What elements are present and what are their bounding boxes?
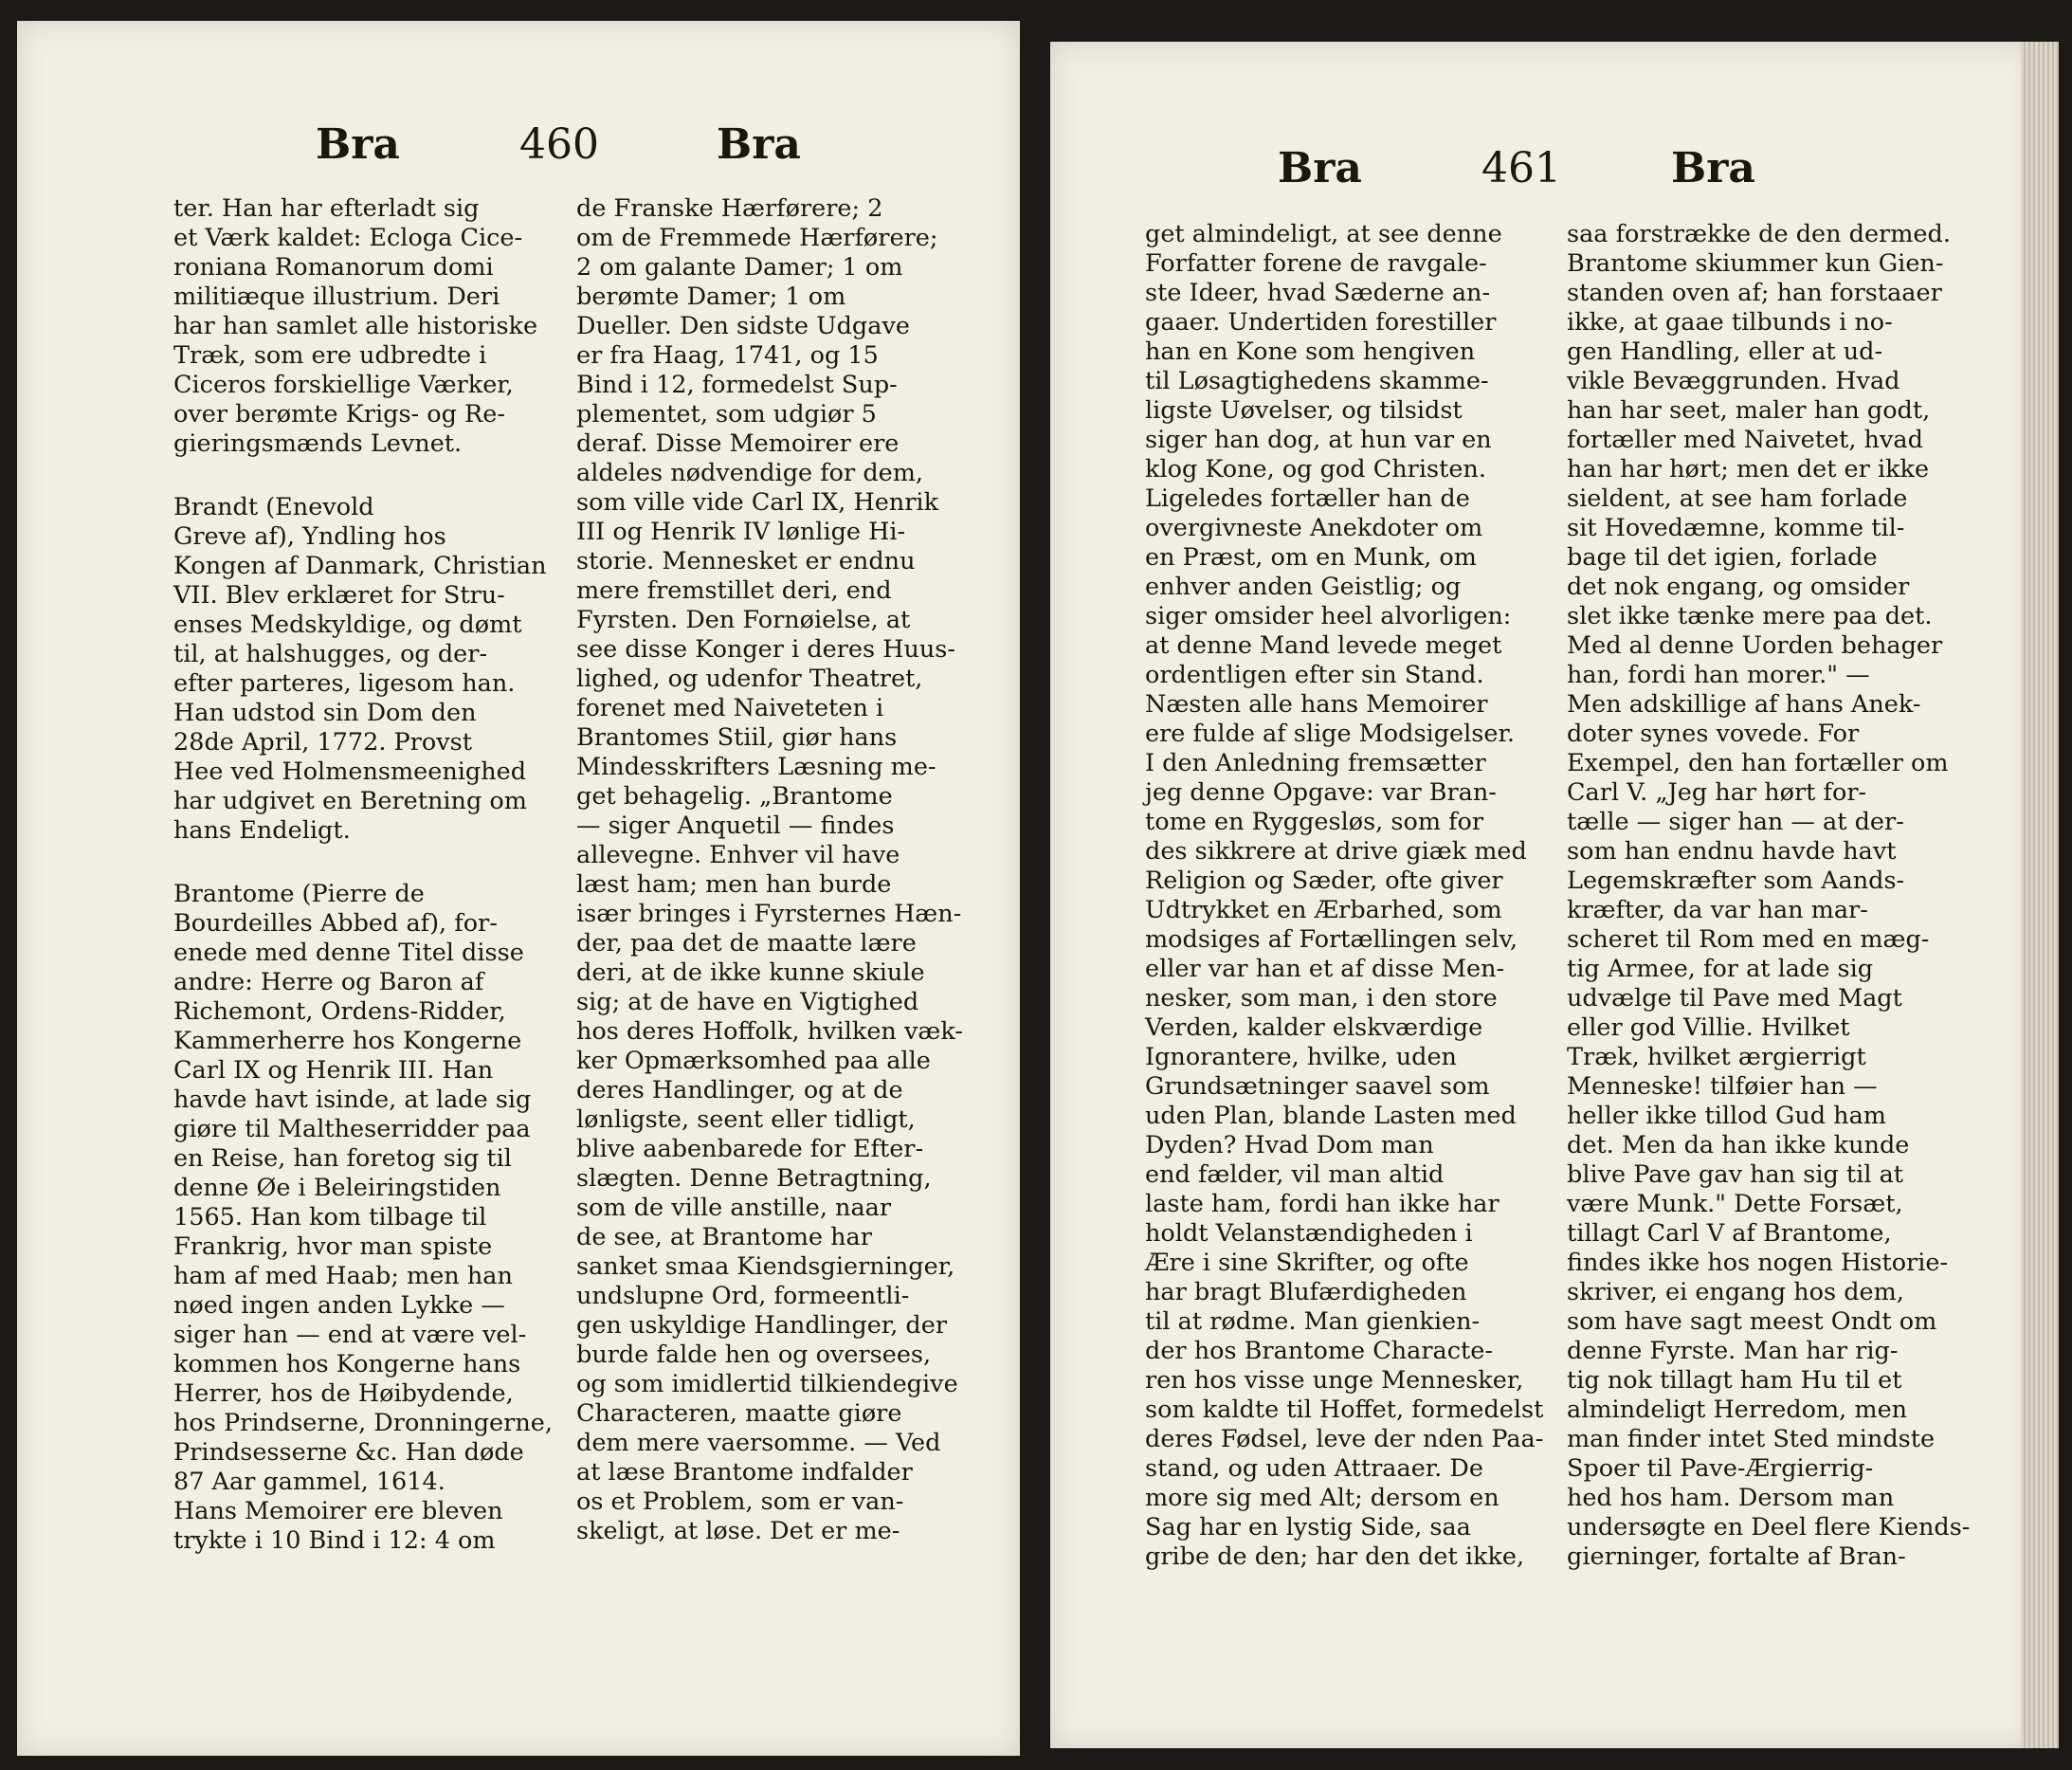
text-line: hed hos ham. Dersom man [1567,1484,1895,1512]
text-line: 28de April, 1772. Provst [173,728,472,757]
text-line: allevegne. Enhver vil have [576,841,900,869]
text-line: Brandt (Enevold [173,493,374,521]
text-line: roniana Romanorum domi [173,253,494,282]
text-line: han har hørt; men det er ikke [1567,455,1930,484]
text-line: Ære i sine Skrifter, og ofte [1145,1249,1469,1277]
text-line: holdt Velanstændigheden i [1145,1219,1473,1248]
text-line: har bragt Blufærdigheden [1145,1278,1467,1306]
text-line: til at rødme. Man gienkien- [1145,1307,1481,1336]
text-line: Han udstod sin Dom den [173,699,477,727]
text-line: sit Hovedæmne, komme til- [1567,514,1905,542]
text-line: har udgivet en Beretning om [173,787,527,815]
text-line: I den Anledning fremsætter [1145,749,1486,777]
text-line: tælle — siger han — at der- [1567,808,1904,836]
text-line: — siger Anquetil — findes [576,812,895,840]
text-line: see disse Konger i deres Huus- [576,635,956,664]
text-line: Legemskræfter som Aands- [1567,867,1905,895]
text-line: Carl V. „Jeg har hørt for- [1567,778,1867,807]
text-line: kommen hos Kongerne hans [173,1350,521,1378]
text-line: som han endnu havde havt [1567,837,1897,866]
text-line: Carl IX og Henrik III. Han [173,1056,494,1085]
text-line: ker Opmærksomhed paa alle [576,1047,931,1075]
text-line: at denne Mand levede meget [1145,631,1502,660]
text-line: tig nok tillagt ham Hu til et [1567,1366,1902,1395]
text-line: ter. Han har efterladt sig [173,194,480,223]
text-line: 87 Aar gammel, 1614. [173,1468,445,1496]
text-line: ham af med Haab; men han [173,1262,513,1290]
text-line: Træk, som ere udbredte i [173,341,487,370]
text-line: og som imidlertid tilkiendegive [576,1370,958,1398]
text-line: fortæller med Naivetet, hvad [1567,426,1923,454]
text-line: VII. Blev erklæret for Stru- [173,581,505,610]
text-line: Frankrig, hvor man spiste [173,1232,493,1261]
text-line: enhver anden Geistlig; og [1145,573,1462,601]
text-line: enses Medskyldige, og dømt [173,611,522,639]
text-line: storie. Mennesket er endnu [576,547,916,575]
text-line: doter synes vovede. For [1567,720,1860,748]
text-line: Men adskillige af hans Anek- [1567,690,1921,719]
text-line: des sikkrere at drive giæk med [1145,837,1527,866]
text-line: han en Kone som hengiven [1145,338,1476,366]
text-line: Herrer, hos de Høibydende, [173,1379,514,1408]
text-line: Dyden? Hvad Dom man [1145,1131,1434,1159]
text-line: som ville vide Carl IX, Henrik [576,488,939,517]
text-line: deri, at de ikke kunne skiule [576,958,925,987]
left-column-2 [576,194,963,1546]
text-line: Ciceros forskiellige Værker, [173,371,514,399]
text-line: især bringes i Fyrsternes Hæn- [576,900,962,928]
text-line: Richemont, Ordens-Ridder, [173,997,506,1026]
text-line: 2 om galante Damer; 1 om [576,253,903,282]
text-line: Brantome skiummer kun Gien- [1567,249,1944,278]
text-line: laste ham, fordi han ikke har [1145,1190,1499,1218]
text-line: udvælge til Pave med Magt [1567,984,1902,1013]
text-line: Greve af), Yndling hos [173,522,446,551]
entry-continued [173,194,557,459]
text-line: havde havt isinde, at lade sig [173,1086,532,1114]
text-line: uden Plan, blande Lasten med [1145,1102,1517,1130]
text-line: som de ville anstille, naar [576,1194,892,1222]
entry-brandt [173,493,557,846]
text-line: hos Prindserne, Dronningerne, [173,1409,553,1437]
text-line: Menneske! tilføier han — [1567,1072,1878,1101]
right-page-number: 461 [1481,144,1561,192]
text-line: Hans Memoirer ere bleven [173,1497,503,1525]
text-line: som kaldte til Hoffet, formedelst [1145,1396,1544,1424]
text-line: Dueller. Den sidste Udgave [576,312,910,340]
text-line: 1565. Han kom tilbage til [173,1203,487,1232]
text-line: til, at halshugges, og der- [173,640,488,668]
text-line: heller ikke tillod Gud ham [1567,1102,1886,1130]
text-line: more sig med Alt; dersom en [1145,1484,1499,1512]
text-line: Ligeledes fortæller han de [1145,484,1470,513]
text-line: skriver, ei engang hos dem, [1567,1278,1904,1306]
text-line: stand, og uden Attraaer. De [1145,1454,1483,1483]
text-line: ere fulde af slige Modsigelser. [1145,720,1515,748]
text-line: Grundsætninger saavel som [1145,1072,1490,1101]
text-line: han, fordi han morer." — [1567,661,1870,689]
left-header-catchword-right: Bra [717,120,801,169]
text-line: sieldent, at see ham forlade [1567,484,1908,513]
text-line: ste Ideer, hvad Sæderne an- [1145,279,1491,307]
text-line: Forfatter forene de ravgale- [1145,249,1487,278]
text-line: Hee ved Holmensmeenighed [173,757,527,786]
text-line: sanket smaa Kiendsgierninger, [576,1252,955,1281]
text-line: get behagelig. „Brantome [576,782,893,811]
text-line: enede med denne Titel disse [173,939,524,967]
text-line: Mindesskrifters Læsning me- [576,753,936,781]
text-line: ren hos visse unge Mennesker, [1145,1366,1524,1395]
text-line: som have sagt meest Ondt om [1567,1307,1937,1336]
text-line: til Løsagtighedens skamme- [1145,367,1489,395]
right-column-2 [1567,220,1970,1572]
text-line: gierninger, fortalte af Bran- [1567,1542,1906,1571]
text-line: Med al denne Uorden behager [1567,631,1943,660]
text-line: berømte Damer; 1 om [576,283,846,311]
right-page-header [1050,144,2034,201]
right-header-catchword-right: Bra [1671,144,1755,192]
text-line: tome en Ryggesløs, som for [1145,808,1484,836]
text-line: trykte i 10 Bind i 12: 4 om [173,1526,496,1555]
text-line: klog Kone, og god Christen. [1145,455,1486,484]
text-line: militiæque illustrium. Deri [173,283,500,311]
text-line: over berømte Krigs- og Re- [173,400,505,429]
text-line: gen Handling, eller at ud- [1567,338,1883,366]
text-line: deres Fødsel, leve der nden Paa- [1145,1425,1544,1453]
right-column-1 [1145,220,1553,1572]
text-line: burde falde hen og oversees, [576,1341,932,1369]
right-header-catchword-left: Bra [1278,144,1362,192]
text-line: være Munk." Dette Forsæt, [1567,1190,1903,1218]
text-line: Træk, hvilket ærgierrigt [1567,1043,1866,1071]
text-line: blive aabenbarede for Efter- [576,1135,924,1163]
entry-brantome [173,880,557,1556]
text-line: os et Problem, som er van- [576,1487,904,1516]
text-line: undersøgte en Deel flere Kiends- [1567,1513,1971,1542]
text-line: almindeligt Herredom, men [1567,1396,1908,1424]
text-line: ordentligen efter sin Stand. [1145,661,1484,689]
text-line: andre: Herre og Baron af [173,968,484,996]
left-column-1 [173,194,557,1556]
text-line: lønligste, seent eller tidligt, [576,1105,916,1134]
text-line: slet ikke tænke mere paa det. [1567,602,1933,630]
right-page [1050,42,2034,1748]
left-page-header [17,120,1020,177]
text-line: overgivneste Anekdoter om [1145,514,1483,542]
text-line: Characteren, maatte giøre [576,1399,902,1428]
text-line: scheret til Rom med en mæg- [1567,925,1930,954]
text-line: hans Endeligt. [173,816,351,845]
text-line: kræfter, da var han mar- [1567,896,1868,924]
text-line: tillagt Carl V af Brantome, [1567,1219,1892,1248]
text-line: end fælder, vil man altid [1145,1160,1445,1189]
text-line: tig Armee, for at lade sig [1567,955,1874,983]
text-line: Brantome (Pierre de [173,880,425,908]
text-line: eller god Villie. Hvilket [1567,1013,1850,1042]
text-line: deres Handlinger, og at de [576,1076,903,1104]
text-line: er fra Haag, 1741, og 15 [576,341,879,370]
text-line: Religion og Sæder, ofte giver [1145,867,1503,895]
text-line: sig; at de have en Vigtighed [576,988,919,1016]
text-line: bage til det igien, forlade [1567,543,1878,572]
text-line: Bourdeilles Abbed af), for- [173,909,498,938]
text-line: hos deres Hoffolk, hvilken væk- [576,1017,963,1046]
text-line: han har seet, maler han godt, [1567,396,1931,425]
text-line: læst ham; men han burde [576,870,892,899]
text-line: ikke, at gaae tilbunds i no- [1567,308,1893,337]
text-line: forenet med Naiveteten i [576,694,884,722]
text-line: Verden, kalder elskværdige [1145,1013,1483,1042]
left-page-number: 460 [519,120,599,169]
text-line: man finder intet Sted mindste [1567,1425,1936,1453]
text-line: Exempel, den han fortæller om [1567,749,1949,777]
text-line: gen uskyldige Handlinger, der [576,1311,948,1340]
left-header-catchword-left: Bra [316,120,400,169]
text-line: Kammerherre hos Kongerne [173,1027,522,1055]
text-line: Spoer til Pave-Ærgierrig- [1567,1454,1874,1483]
text-line: der hos Brantome Characte- [1145,1337,1493,1365]
text-line: giøre til Maltheserridder paa [173,1115,531,1143]
text-line: denne Øe i Beleiringstiden [173,1174,501,1202]
text-line: nøed ingen anden Lykke — [173,1291,505,1320]
text-line: lighed, og udenfor Theatret, [576,665,923,693]
text-line: Kongen af Danmark, Christian [173,552,547,580]
text-line: denne Fyrste. Man har rig- [1567,1337,1899,1365]
text-line: en Reise, han foretog sig til [173,1144,512,1173]
text-line: gieringsmænds Levnet. [173,429,463,458]
text-line: saa forstrække de den dermed. [1567,220,1951,248]
text-line: Næsten alle hans Memoirer [1145,690,1488,719]
text-line: aldeles nødvendige for dem, [576,459,924,487]
text-line: III og Henrik IV lønlige Hi- [576,518,906,546]
text-line: eller var han et af disse Men- [1145,955,1505,983]
text-line: siger han dog, at hun var en [1145,426,1492,454]
text-line: ligste Uøvelser, og tilsidst [1145,396,1463,425]
text-line: skeligt, at løse. Det er me- [576,1517,900,1545]
text-line: en Præst, om en Munk, om [1145,543,1477,572]
text-line: jeg denne Opgave: var Bran- [1145,778,1497,807]
text-line: Brantomes Stiil, giør hans [576,723,898,752]
text-line: Fyrsten. Den Fornøielse, at [576,606,911,634]
text-line: undslupne Ord, formeentli- [576,1282,910,1310]
text-line: modsiges af Fortællingen selv, [1145,925,1518,954]
text-line: der, paa det de maatte lære [576,929,917,958]
text-line: Ignorantere, hvilke, uden [1145,1043,1457,1071]
text-line: et Værk kaldet: Ecloga Cice- [173,224,523,252]
text-line: Prindsesserne &c. Han døde [173,1438,524,1467]
text-line: gribe de den; har den det ikke, [1145,1542,1525,1571]
text-line: Bind i 12, formedelst Sup- [576,371,898,399]
text-line: deraf. Disse Memoirer ere [576,429,900,458]
text-line: plementet, som udgiør 5 [576,400,877,429]
text-line: nesker, som man, i den store [1145,984,1498,1013]
text-line: det nok engang, og omsider [1567,573,1910,601]
text-line: gaaer. Undertiden forestiller [1145,308,1497,337]
text-line: om de Fremmede Hærførere; [576,224,938,252]
text-line: dem mere vaersomme. — Ved [576,1429,941,1457]
text-line: efter parteres, ligesom han. [173,669,516,698]
text-line: standen oven af; han forstaaer [1567,279,1942,307]
text-line: Sag har en lystig Side, saa [1145,1513,1471,1542]
left-page [17,21,1020,1756]
text-line: de Franske Hærførere; 2 [576,194,883,223]
text-line: siger omsider heel alvorligen: [1145,602,1512,630]
text-line: vikle Bevæggrunden. Hvad [1567,367,1900,395]
text-line: get almindeligt, at see denne [1145,220,1502,248]
text-line: de see, at Brantome har [576,1223,872,1251]
text-line: slægten. Denne Betragtning, [576,1164,932,1193]
text-line: mere fremstillet deri, end [576,576,892,605]
text-line: Udtrykket en Ærbarhed, som [1145,896,1502,924]
book-page-edges [2021,42,2059,1748]
text-line: at læse Brantome indfalder [576,1458,913,1487]
text-line: det. Men da han ikke kunde [1567,1131,1910,1159]
text-line: siger han — end at være vel- [173,1321,527,1349]
text-line: findes ikke hos nogen Historie- [1567,1249,1949,1277]
text-line: har han samlet alle historiske [173,312,538,340]
text-line: blive Pave gav han sig til at [1567,1160,1904,1189]
